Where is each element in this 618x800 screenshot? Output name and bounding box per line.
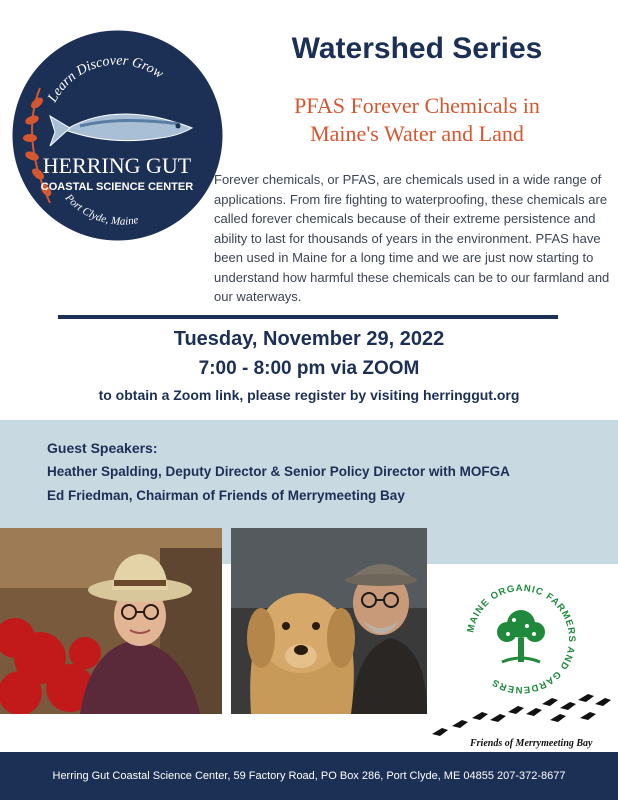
footer-contact: Herring Gut Coastal Science Center, 59 Factory Road, PO Box 286, Port Clyde, ME 04855 207-372-8677 [52,770,566,782]
logo-location: Port Clyde, Maine [62,191,140,228]
mofga-logo [462,580,580,698]
divider [58,315,558,319]
series-title: Watershed Series [291,32,543,65]
event-time: 7:00 - 8:00 pm via ZOOM [198,358,420,379]
logo-top-words: Learn Discover Grow [45,53,166,105]
speaker-photo-ed [231,528,427,714]
event-description: Forever chemicals, or PFAS, are chemicals used in a wide range of applications. From fire fighting to waterproofing, these chemicals are called forever chemicals because of their extreme persistence and ability to last for thousands of years in the environment. PFAS have been used in Maine for a long time and we are just now starting to understand how harmful these chemicals can be to our farmland and our waterways. [214,172,610,304]
fomb-name: Friends of Merrymeeting Bay [470,738,593,749]
logo-subtitle: COASTAL SCIENCE CENTER [40,181,194,193]
event-date: Tuesday, November 29, 2022 [173,328,445,350]
speaker-photo-heather [0,528,222,714]
event-title-line-1: PFAS Forever Chemicals in [294,93,540,118]
speaker-item: Heather Spalding, Deputy Director & Senior Policy Director with MOFGA [47,464,510,479]
register-instructions: to obtain a Zoom link, please register by visiting herringgut.org [98,387,520,403]
event-title [232,92,602,148]
event-title-line-2: Maine's Water and Land [310,121,524,146]
herring-gut-logo [10,28,225,243]
mofga-text: MAINE ORGANIC FARMERS AND GARDENERS [465,582,578,696]
logo-name: HERRING GUT [42,153,192,178]
speaker-item: Ed Friedman, Chairman of Friends of Merrymeeting Bay [47,488,405,503]
speakers-heading: Guest Speakers: [47,440,158,456]
